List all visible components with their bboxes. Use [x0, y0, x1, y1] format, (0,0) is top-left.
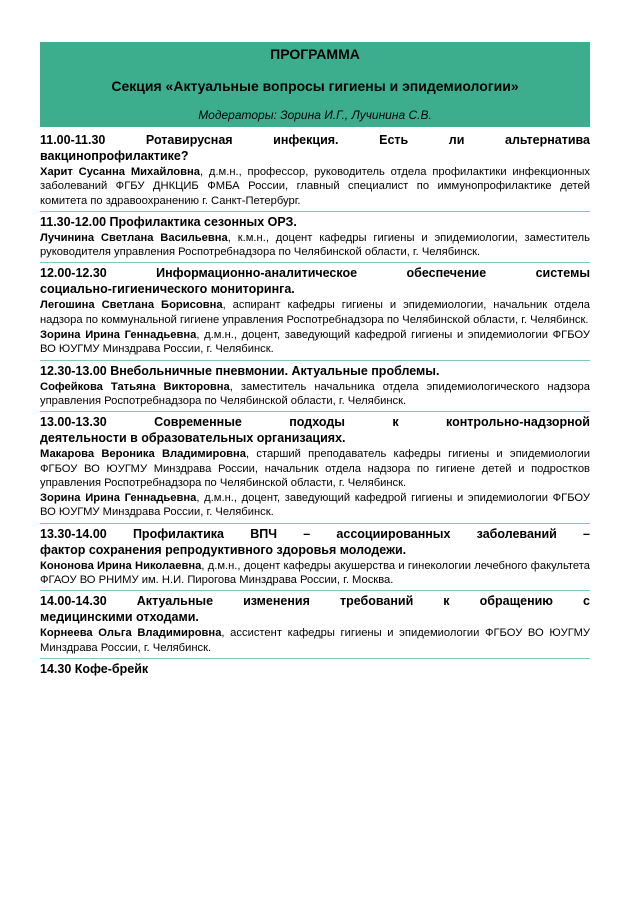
speaker-info: , д.м.н., доцент, заведующий кафедрой гигиены и эпидемиологии ФГБОУ ВО ЮУГМУ Минздрава России, г. Челябинск. — [40, 329, 590, 356]
speaker-info: , к.м.н., доцент кафедры гигиены и эпидемиологии, заместитель руководителя управления Роспотребнадзора по Челябинской области, г. Челябинск. — [40, 231, 590, 259]
speaker — [40, 491, 590, 520]
item-title-continued: вакцинопрофилактике? — [40, 149, 189, 163]
speaker — [40, 231, 590, 260]
speaker-info: , заместитель начальника отдела эпидемиологического надзора управления Роспотребнадзора по Челябинской области, г. Челябинск. — [40, 380, 590, 407]
speaker — [40, 626, 590, 655]
item-title: 11.30-12.00 Профилактика сезонных ОРЗ. — [40, 214, 297, 229]
speaker-info: , д.м.н., доцент, заведующий кафедрой гигиены и эпидемиологии ФГБОУ ВО ЮУГМУ Минздрава России, г. Челябинск. — [40, 492, 590, 519]
speaker-info: , д.м.н., профессор, руководитель отдела профилактики инфекционных заболеваний ФГБУ ДНКЦИБ ФМБА России, главный специалист по иммунопрофилактике детей комитета по здравоохранению г. Санкт-Петербург. — [40, 166, 590, 207]
item-title: 13.30-14.00 Профилактика ВПЧ – ассоциированных заболеваний – — [40, 526, 590, 541]
program-item — [40, 658, 590, 677]
speaker — [40, 165, 590, 208]
program-list — [40, 130, 590, 677]
item-title: 14.30 Кофе-брейк — [40, 661, 149, 676]
program-item — [40, 130, 590, 208]
moderators: Модераторы: Зорина И.Г., Лучинина С.В. — [198, 108, 432, 122]
speaker-name: Харит Сусанна Михайловна — [40, 166, 200, 178]
speaker-name: Кононова Ирина Николаевна — [40, 559, 202, 572]
speaker-info: , аспирант кафедры гигиены и эпидемиологии, начальник отдела надзора по коммунальной гигиене управления Роспотребнадзора по Челябинской области, г. Челябинск. — [40, 299, 590, 326]
speaker-name: Зорина Ирина Геннадьевна — [40, 492, 197, 505]
speaker-name: Макарова Вероника Владимировна — [40, 448, 247, 461]
speaker — [40, 328, 590, 357]
program-title: ПРОГРАММА — [270, 46, 360, 62]
speaker-info: , старший преподаватель кафедры гигиены и эпидемиологии ФГБОУ ВО ЮУГМУ Минздрава России, начальник отдела надзора по гигиене детей и подростков управления Роспотребнадзора по Челябинской области, г. Челябинск. — [40, 448, 591, 489]
speaker-name: Лучинина Светлана Васильевна — [40, 231, 228, 244]
speaker — [40, 298, 590, 327]
program-item — [40, 590, 590, 655]
item-title: 11.00-11.30 Ротавирусная инфекция. Есть ли альтернатива — [40, 133, 590, 147]
section-title: Секция «Актуальные вопросы гигиены и эпидемиологии» — [111, 78, 519, 94]
program-item — [40, 262, 590, 356]
program-item — [40, 411, 590, 519]
item-title-continued: деятельности в образовательных организациях. — [40, 431, 346, 446]
speaker — [40, 559, 590, 588]
speaker-info: , ассистент кафедры гигиены и эпидемиологии ФГБОУ ВО ЮУГМУ Минздрава России, г. Челябинск. — [40, 627, 591, 654]
speaker-name: Софейкова Татьяна Викторовна — [40, 380, 230, 393]
item-title-continued: медицинскими отходами. — [40, 610, 199, 625]
program-item — [40, 211, 590, 260]
speaker-name: Зорина Ирина Геннадьевна — [40, 329, 197, 342]
speaker — [40, 447, 590, 490]
program-header — [40, 42, 590, 127]
item-title-continued: социально-гигиенического мониторинга. — [40, 282, 295, 297]
program-item — [40, 360, 590, 409]
item-title: 14.00-14.30 Актуальные изменения требований к обращению с — [40, 594, 590, 609]
item-title: 12.00-12.30 Информационно-аналитическое обеспечение системы — [40, 266, 590, 281]
program-page — [40, 42, 590, 677]
speaker-name: Легошина Светлана Борисовна — [40, 299, 223, 312]
speaker-name: Корнеева Ольга Владимировна — [40, 627, 222, 640]
item-title: 12.30-13.00 Внебольничные пневмонии. Актуальные проблемы. — [40, 363, 440, 378]
speaker — [40, 380, 590, 409]
program-item — [40, 523, 590, 588]
item-title-continued: фактор сохранения репродуктивного здоровья молодежи. — [40, 542, 407, 557]
item-title: 13.00-13.30 Современные подходы к контрольно-надзорной — [40, 415, 590, 430]
speaker-info: , д.м.н., доцент кафедры акушерства и гинекологии лечебного факультета ФГАОУ ВО РНИМУ им. Н.И. Пирогова Минздрава России, г. Москва. — [40, 559, 590, 587]
